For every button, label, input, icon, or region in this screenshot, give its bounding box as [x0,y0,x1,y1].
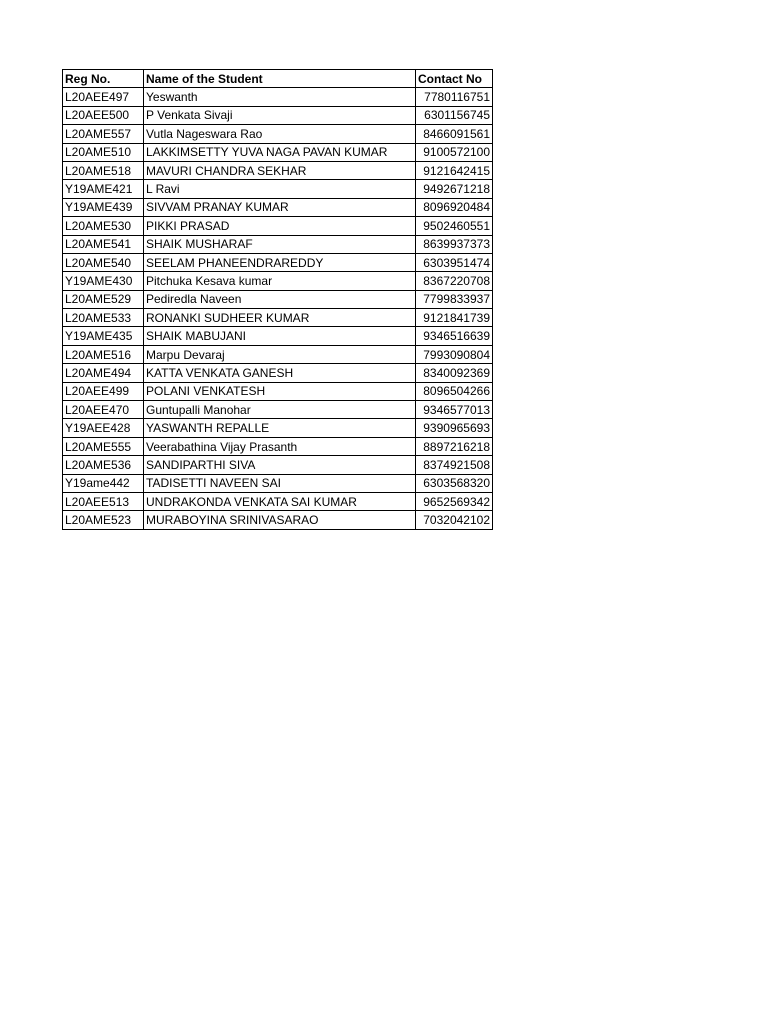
reg-no-cell: L20AEE497 [63,88,144,106]
table-row [63,419,493,437]
student-name-cell: SEELAM PHANEENDRAREDDY [144,253,416,271]
contact-no-cell: 9121642415 [416,161,493,179]
contact-no-cell: 9502460551 [416,217,493,235]
student-name-cell: LAKKIMSETTY YUVA NAGA PAVAN KUMAR [144,143,416,161]
student-name-cell: SIVVAM PRANAY KUMAR [144,198,416,216]
table-row [63,235,493,253]
student-name-cell: RONANKI SUDHEER KUMAR [144,309,416,327]
table-row [63,290,493,308]
table-row [63,125,493,143]
table-row [63,309,493,327]
table-row [63,106,493,124]
contact-no-cell: 7780116751 [416,88,493,106]
contact-no-cell: 9652569342 [416,492,493,510]
reg-no-cell: L20AME518 [63,161,144,179]
header-contact-no: Contact No [416,70,493,88]
contact-no-cell: 8340092369 [416,364,493,382]
table-row [63,88,493,106]
contact-no-cell: 7993090804 [416,345,493,363]
table-row [63,456,493,474]
reg-no-cell: L20AME540 [63,253,144,271]
student-contact-table [62,69,493,530]
reg-no-cell: L20AEE513 [63,492,144,510]
table-row [63,511,493,529]
student-name-cell: YASWANTH REPALLE [144,419,416,437]
contact-no-cell: 6301156745 [416,106,493,124]
table-row [63,364,493,382]
student-name-cell: MURABOYINA SRINIVASARAO [144,511,416,529]
student-name-cell: Yeswanth [144,88,416,106]
header-reg-no: Reg No. [63,70,144,88]
reg-no-cell: L20AME529 [63,290,144,308]
table-row [63,437,493,455]
contact-no-cell: 8096920484 [416,198,493,216]
reg-no-cell: L20AME494 [63,364,144,382]
student-name-cell: Guntupalli Manohar [144,401,416,419]
reg-no-cell: L20AME523 [63,511,144,529]
student-name-cell: SHAIK MABUJANI [144,327,416,345]
contact-no-cell: 9121841739 [416,309,493,327]
reg-no-cell: L20AME557 [63,125,144,143]
reg-no-cell: Y19AME430 [63,272,144,290]
reg-no-cell: L20AME536 [63,456,144,474]
reg-no-cell: Y19AME439 [63,198,144,216]
student-name-cell: Veerabathina Vijay Prasanth [144,437,416,455]
reg-no-cell: L20AME555 [63,437,144,455]
contact-no-cell: 8367220708 [416,272,493,290]
reg-no-cell: L20AME541 [63,235,144,253]
contact-no-cell: 7032042102 [416,511,493,529]
reg-no-cell: L20AME516 [63,345,144,363]
header-row [63,70,493,88]
contact-no-cell: 7799833937 [416,290,493,308]
contact-no-cell: 6303951474 [416,253,493,271]
contact-no-cell: 8374921508 [416,456,493,474]
table-row [63,345,493,363]
contact-no-cell: 8466091561 [416,125,493,143]
contact-no-cell: 9346516639 [416,327,493,345]
student-name-cell: PIKKI PRASAD [144,217,416,235]
table-row [63,401,493,419]
student-name-cell: Marpu Devaraj [144,345,416,363]
student-name-cell: UNDRAKONDA VENKATA SAI KUMAR [144,492,416,510]
table-row [63,327,493,345]
table-row [63,253,493,271]
reg-no-cell: L20AME530 [63,217,144,235]
reg-no-cell: L20AME510 [63,143,144,161]
student-name-cell: P Venkata Sivaji [144,106,416,124]
student-name-cell: POLANI VENKATESH [144,382,416,400]
student-name-cell: Pediredla Naveen [144,290,416,308]
table-row [63,272,493,290]
reg-no-cell: L20AEE499 [63,382,144,400]
contact-no-cell: 9346577013 [416,401,493,419]
reg-no-cell: Y19AME435 [63,327,144,345]
table-row [63,198,493,216]
contact-no-cell: 8639937373 [416,235,493,253]
student-name-cell: SHAIK MUSHARAF [144,235,416,253]
reg-no-cell: Y19AME421 [63,180,144,198]
table-row [63,180,493,198]
contact-no-cell: 8897216218 [416,437,493,455]
student-name-cell: KATTA VENKATA GANESH [144,364,416,382]
reg-no-cell: L20AEE500 [63,106,144,124]
student-name-cell: Vutla Nageswara Rao [144,125,416,143]
student-name-cell: L Ravi [144,180,416,198]
contact-no-cell: 8096504266 [416,382,493,400]
reg-no-cell: L20AEE470 [63,401,144,419]
contact-no-cell: 9390965693 [416,419,493,437]
table-row [63,161,493,179]
contact-no-cell: 6303568320 [416,474,493,492]
reg-no-cell: Y19ame442 [63,474,144,492]
student-name-cell: SANDIPARTHI SIVA [144,456,416,474]
table-body [63,88,493,529]
header-student-name: Name of the Student [144,70,416,88]
reg-no-cell: Y19AEE428 [63,419,144,437]
contact-no-cell: 9100572100 [416,143,493,161]
student-name-cell: MAVURI CHANDRA SEKHAR [144,161,416,179]
table-row [63,382,493,400]
table-row [63,492,493,510]
table-row [63,217,493,235]
reg-no-cell: L20AME533 [63,309,144,327]
student-name-cell: TADISETTI NAVEEN SAI [144,474,416,492]
table-row [63,474,493,492]
table-row [63,143,493,161]
student-name-cell: Pitchuka Kesava kumar [144,272,416,290]
contact-no-cell: 9492671218 [416,180,493,198]
